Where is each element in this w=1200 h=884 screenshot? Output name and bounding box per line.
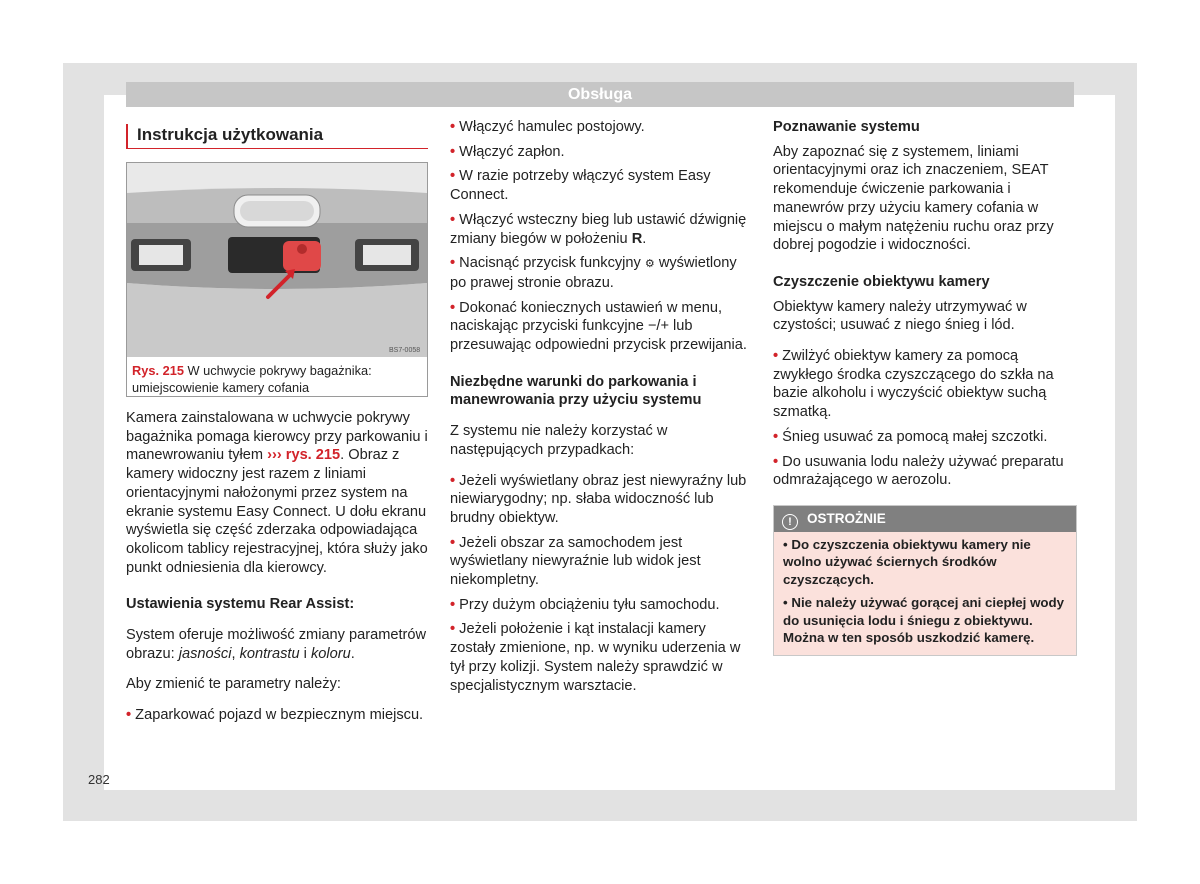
param-contrast: kontrastu bbox=[239, 645, 300, 662]
section-title: Instrukcja użytkowania bbox=[126, 124, 428, 149]
separator: . bbox=[350, 645, 355, 662]
list-item-text: Jeżeli położenie i kąt instalacji kamery zostały zmienione, np. w wyniku uderzenia w tył przy kolizji. System należy sprawdzić w specjalistycznym warsztacie. bbox=[450, 621, 741, 694]
caution-item-text: Do czyszczenia obiektywu kamery nie wolno używać ściernych środków czyszczących. bbox=[783, 536, 1031, 587]
caution-box bbox=[773, 505, 1077, 656]
recognition-heading: Poznawanie systemu bbox=[773, 119, 920, 135]
list-item-text: Jeżeli obszar za samochodem jest wyświetlany niewyraźnie lub widok jest niekompletny. bbox=[450, 534, 701, 589]
bullet-icon: • bbox=[773, 453, 779, 470]
list-item bbox=[450, 254, 750, 292]
column-left bbox=[126, 118, 428, 731]
settings-paragraph bbox=[126, 626, 428, 663]
separator: , bbox=[231, 645, 240, 662]
cleaning-heading: Czyszczenie obiektywu kamery bbox=[773, 273, 990, 290]
list-item-text: Zwilżyć obiektyw kamery za pomocą zwykłego środka czyszczącego do szkła na bazie alkoholu i wyczyścić obiektyw suchą szmatką. bbox=[773, 348, 1054, 421]
list-item bbox=[450, 211, 750, 248]
list-item bbox=[126, 706, 428, 725]
intro-text-2: . Obraz z kamery widoczny jest razem z liniami orientacyjnymi nałożonymi przez system na ekranie systemu Easy Connect. U dołu ekranu wyświetla się część zderzaka odpowiadająca okolicom tablicy rejestracyjnej, która służy jako punkt odniesienia dla kierowcy. bbox=[126, 447, 428, 576]
tailgate-illustration bbox=[127, 163, 427, 357]
warning-icon: ! bbox=[782, 514, 798, 530]
figure-reference-link[interactable]: ››› rys. 215 bbox=[267, 447, 341, 464]
intro-paragraph bbox=[126, 409, 428, 577]
bullet-icon: • bbox=[450, 211, 456, 228]
settings-text: System oferuje możliwość zmiany parametrów obrazu: bbox=[126, 627, 427, 662]
separator: i bbox=[299, 645, 311, 662]
list-item bbox=[450, 167, 750, 204]
param-color: koloru bbox=[310, 645, 351, 662]
list-item-text: Zaparkować pojazd w bezpiecznym miejscu. bbox=[135, 707, 424, 724]
gear-position: R bbox=[631, 230, 643, 247]
bullet-icon: • bbox=[450, 534, 456, 551]
list-item-text: . bbox=[642, 230, 647, 247]
bullet-icon: • bbox=[450, 299, 456, 316]
list-item-text: Przy dużym obciążeniu tyłu samochodu. bbox=[459, 596, 720, 613]
list-item-text: Włączyć wsteczny bieg lub ustawić dźwignię zmiany biegów w położeniu bbox=[450, 211, 747, 247]
cleaning-paragraph: Obiektyw kamery należy utrzymywać w czystości; usuwać z niego śnieg i lód. bbox=[773, 298, 1027, 334]
conditions-heading: Niezbędne warunki do parkowania i manewrowania przy użyciu systemu bbox=[450, 373, 702, 409]
list-item-text: Nacisnąć przycisk funkcyjny bbox=[459, 255, 645, 272]
column-middle bbox=[450, 118, 750, 701]
list-item bbox=[773, 428, 1075, 447]
param-brightness: jasności bbox=[178, 645, 232, 662]
caution-item: • Do czyszczenia obiektywu kamery nie wolno używać ściernych środków czyszczących. bbox=[783, 536, 1031, 587]
figure-number: Rys. 215 bbox=[132, 363, 184, 378]
list-item bbox=[450, 143, 750, 162]
list-item bbox=[450, 620, 750, 695]
bullet-icon: • bbox=[450, 596, 456, 613]
list-item bbox=[450, 472, 750, 528]
bullet-icon: • bbox=[450, 119, 456, 135]
figure-215 bbox=[126, 162, 428, 397]
settings-heading: Ustawienia systemu Rear Assist: bbox=[126, 596, 355, 613]
bullet-icon: • bbox=[450, 621, 456, 638]
bullet-icon: • bbox=[450, 472, 456, 489]
list-item bbox=[450, 299, 750, 355]
intro-text: Kamera zainstalowana w uchwycie pokrywy bagażnika pomaga kierowcy przy parkowaniu i manewrowaniu tyłem bbox=[126, 410, 428, 464]
list-item bbox=[773, 453, 1075, 490]
change-paragraph: Aby zmienić te parametry należy: bbox=[126, 676, 341, 693]
list-item-text: Śnieg usuwać za pomocą małej szczotki. bbox=[782, 428, 1048, 445]
caution-header bbox=[774, 506, 1076, 532]
settings-function-icon: ⚙ bbox=[644, 258, 655, 271]
bullet-icon: • bbox=[773, 428, 779, 445]
list-item-text: Włączyć hamulec postojowy. bbox=[459, 119, 645, 135]
list-item-text: Dokonać koniecznych ustawień w menu, naciskając przyciski funkcyjne −/+ lub przesuwając odpowiedni przycisk przewijania. bbox=[450, 299, 747, 354]
list-item bbox=[450, 534, 750, 590]
bullet-icon: • bbox=[450, 255, 456, 272]
conditions-paragraph: Z systemu nie należy korzystać w następujących przypadkach: bbox=[450, 423, 668, 458]
list-item bbox=[450, 118, 750, 137]
caution-body bbox=[774, 532, 1076, 655]
bullet-icon: • bbox=[126, 707, 132, 724]
list-item bbox=[450, 596, 750, 615]
bullet-icon: • bbox=[450, 168, 456, 185]
figure-caption bbox=[127, 357, 427, 401]
figure-caption-text: W uchwycie pokrywy bagażnika: umiejscowienie kamery cofania bbox=[132, 363, 372, 395]
bullet-icon: • bbox=[773, 348, 779, 365]
bullet-icon: • bbox=[450, 143, 456, 160]
list-item-text: wyświetlony po prawej stronie obrazu. bbox=[450, 255, 737, 291]
list-item-text: W razie potrzeby włączyć system Easy Connect. bbox=[450, 168, 711, 204]
list-item-text: Włączyć zapłon. bbox=[459, 143, 565, 160]
caution-item-text: Nie należy używać gorącej ani ciepłej wody do usunięcia lodu i śniegu z obiektywu. Można w ten sposób uszkodzić kamerę. bbox=[783, 595, 1065, 646]
column-right bbox=[773, 118, 1075, 656]
recognition-paragraph: Aby zapoznać się z systemem, liniami orientacyjnymi oraz ich znaczeniem, SEAT rekomenduje ćwiczenie parkowania i manewrów przy użyciu kamery cofania w miejscu o małym natężeniu ruchu oraz przy dobrej pogodzie i widoczności. bbox=[773, 143, 1054, 254]
figure-code: BS7-0058 bbox=[389, 347, 421, 354]
list-item bbox=[773, 347, 1075, 422]
caution-item: • Nie należy używać gorącej ani ciepłej wody do usunięcia lodu i śniegu z obiektywu. Można w ten sposób uszkodzić kamerę. bbox=[783, 595, 1065, 646]
caution-title: OSTROŻNIE bbox=[807, 510, 886, 526]
chapter-header: Obsługa bbox=[126, 82, 1074, 107]
list-item-text: Do usuwania lodu należy używać preparatu odmrażającego w aerozolu. bbox=[773, 453, 1064, 489]
page-number: 282 bbox=[88, 772, 110, 787]
list-item-text: Jeżeli wyświetlany obraz jest niewyraźny lub niewiarygodny; np. słaba widoczność lub brudny obiektyw. bbox=[450, 472, 747, 526]
